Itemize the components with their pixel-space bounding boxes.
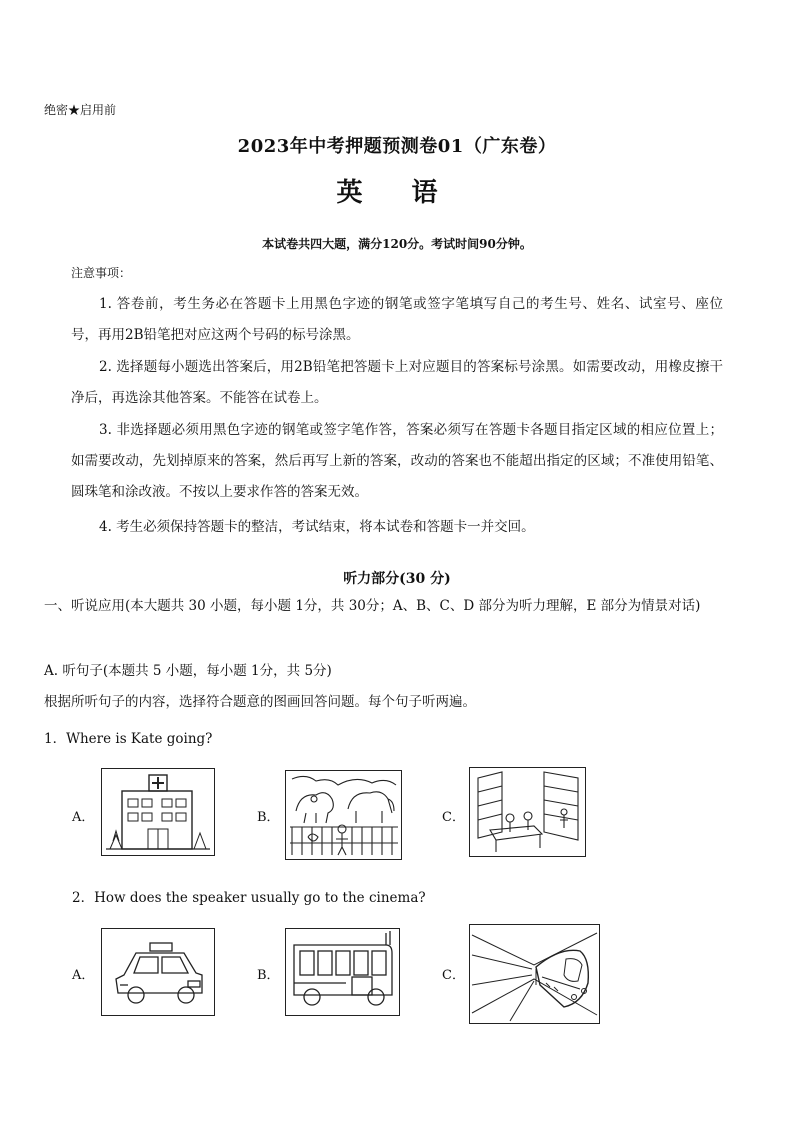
q1-option-b-label: B．	[257, 810, 280, 825]
library-icon[interactable]	[469, 767, 586, 857]
hospital-icon[interactable]	[101, 768, 215, 856]
q2-option-c-label: C．	[442, 968, 465, 983]
question-1-text: 1．Where is Kate going?	[44, 731, 213, 747]
note-item-4: 4. 考生必须保持答题卡的整洁，考试结束，将本试卷和答题卡一并交回。	[99, 519, 535, 535]
listening-heading: 听力部分(30 分)	[343, 571, 451, 587]
zoo-icon[interactable]	[285, 770, 402, 860]
section-a-instruction: 根据所听句子的内容，选择符合题意的图画回答问题。每个句子听两遍。	[44, 694, 476, 710]
note-item-3: 3. 非选择题必须用黑色字迹的钢笔或签字笔作答，答案必须写在答题卡各题目指定区域的相应位置上；如需要改动，先划掉原来的答案，然后再写上新的答案，改动的答案也不能超出指定的区域；不准使用铅笔、圆珠笔和涂改液。不按以上要求作答的答案无效。	[71, 422, 723, 500]
q1-option-a-label: A．	[72, 810, 95, 825]
subject-title: 英 语	[336, 178, 458, 208]
taxi-icon[interactable]	[101, 928, 215, 1016]
confidential-mark: 绝密★启用前	[44, 103, 117, 117]
part-intro: 一、听说应用(本大题共 30 小题，每小题 1分，共 30分；A、B、C、D 部分为听力理解，E 部分为情景对话)	[44, 598, 701, 614]
section-a-heading: A. 听句子(本题共 5 小题，每小题 1分，共 5分)	[44, 663, 332, 679]
notes-title: 注意事项：	[71, 266, 132, 280]
q1-option-c-label: C．	[442, 810, 465, 825]
subway-icon[interactable]	[469, 924, 600, 1024]
note-item-1: 1. 答卷前，考生务必在答题卡上用黑色字迹的钢笔或签字笔填写自己的考生号、姓名、试室号、座位号，再用2B铅笔把对应这两个号码的标号涂黑。	[71, 296, 723, 343]
question-2-text: 2．How does the speaker usually go to the cinema?	[72, 890, 426, 906]
q2-option-b-label: B．	[257, 968, 280, 983]
exam-title: 2023年中考押题预测卷01（广东卷）	[237, 136, 557, 157]
bus-icon[interactable]	[285, 928, 400, 1016]
exam-info: 本试卷共四大题，满分120分。考试时间90分钟。	[262, 237, 532, 251]
note-item-2: 2. 选择题每小题选出答案后，用2B铅笔把答题卡上对应题目的答案标号涂黑。如需要改动，用橡皮擦干净后，再选涂其他答案。不能答在试卷上。	[71, 359, 723, 406]
q2-option-a-label: A．	[72, 968, 95, 983]
